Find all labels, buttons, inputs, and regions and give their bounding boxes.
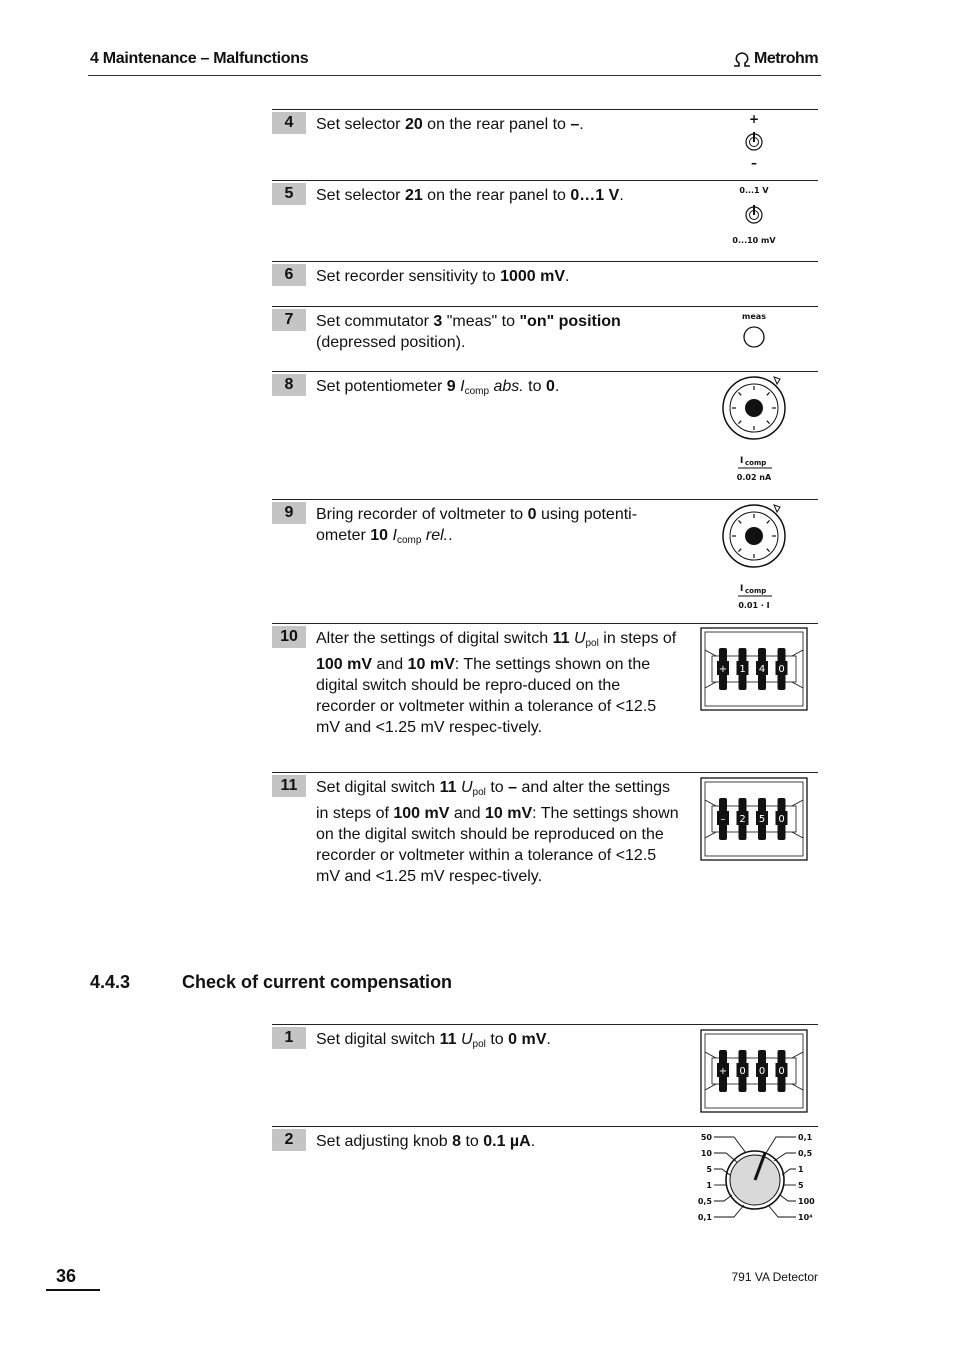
- bold-text: 100 mV: [393, 805, 450, 822]
- switch-digit: 0: [778, 664, 785, 675]
- step-text: Alter the settings of digital switch 11 $U_{pol}$ in steps of 100 mV and 10 mV: The settings shown on the digital switch should be repro-duced on the recorder or voltmeter within a tolerance of <12.5 mV and <1.25 mV respec-tively.: [316, 630, 677, 736]
- bold-text: –: [508, 779, 518, 796]
- bold-text: 3: [433, 313, 443, 330]
- range-top-label: 0...1 V: [739, 186, 769, 195]
- subscript-text: pol: [472, 1039, 486, 1050]
- step-text: Set digital switch 11 $U_{pol}$ to – and alter the settings in steps of 100 mV and 10 mV: The settings shown on the digital switch should be reproduced on the recorder or voltmeter within a tolerance of <12.5 mV and <1.25 mV respec-tively.: [316, 779, 679, 885]
- bold-text: 11: [439, 779, 457, 796]
- step-number: 2: [272, 1129, 306, 1151]
- knob-right-label: 10⁴: [798, 1213, 813, 1222]
- bold-text: 0.1 µA: [483, 1133, 531, 1150]
- switch-digit: 5: [758, 814, 766, 825]
- italic-text: I: [392, 527, 397, 544]
- plus-label: +: [748, 112, 760, 126]
- chapter-title: 4 Maintenance – Malfunctions: [90, 50, 309, 67]
- knob-left-label: 1: [706, 1181, 712, 1190]
- knob-right-label: 0,5: [798, 1149, 813, 1158]
- step-row: [272, 261, 818, 306]
- range-bottom-label: 0...10 mV: [732, 236, 776, 245]
- knob-right-label: 0,1: [798, 1133, 813, 1142]
- bold-text: 9: [446, 378, 456, 395]
- knob-left-label: 50: [700, 1133, 712, 1142]
- step-number: 1: [272, 1027, 306, 1049]
- bold-text: 10: [370, 527, 389, 544]
- knob-right-label: 100: [798, 1197, 815, 1206]
- switch-digit: 2: [739, 814, 746, 825]
- switch-digit: 4: [758, 664, 766, 675]
- step-row: [272, 772, 818, 913]
- bold-text: 0…1 V: [570, 187, 620, 204]
- bold-text: 10 mV: [485, 805, 533, 822]
- italic-text: U: [460, 1031, 473, 1048]
- switch-digit: 1: [739, 664, 746, 675]
- brand-logo: [732, 50, 818, 68]
- potentiometer-dial-icon: [720, 374, 788, 486]
- subscript-text: comp: [464, 386, 490, 397]
- meas-label: meas: [742, 312, 766, 321]
- dial-label-i: I: [740, 584, 744, 594]
- toggle-selector-icon: [734, 112, 774, 172]
- switch-digit: +: [718, 664, 728, 675]
- header-rule: [88, 75, 821, 76]
- step-text: Set commutator 3 "meas" to "on" position (depressed position).: [316, 313, 621, 351]
- dial-group: [723, 505, 785, 567]
- knob-right-label: 5: [798, 1181, 804, 1190]
- bold-text: –: [570, 116, 580, 133]
- range-selector-icon: [727, 183, 783, 249]
- step-row: [272, 1126, 818, 1237]
- omega-logo-icon: [732, 51, 752, 67]
- step-number: 6: [272, 264, 306, 286]
- step-row: [272, 109, 818, 180]
- bold-text: "on" position: [519, 313, 621, 330]
- digital-switch-icon: [700, 777, 808, 866]
- switch-digit: 0: [758, 1066, 766, 1077]
- subscript-text: pol: [585, 638, 599, 649]
- italic-text: U: [460, 779, 473, 796]
- step-row: [272, 623, 818, 772]
- bold-text: 10 mV: [407, 656, 455, 673]
- step-number: 10: [272, 626, 306, 648]
- step-number: 4: [272, 112, 306, 134]
- step-number: 7: [272, 309, 306, 331]
- bold-text: 11: [439, 1031, 457, 1048]
- step-text: Bring recorder of voltmeter to 0 using potenti-ometer 10 $I_{comp}$ rel..: [316, 506, 638, 546]
- commutator-button-icon: [734, 309, 774, 353]
- step-text: Set recorder sensitivity to 1000 mV.: [316, 268, 570, 285]
- dial-group: [723, 377, 785, 439]
- dial-label-i: I: [740, 456, 744, 466]
- step-row: [272, 371, 818, 499]
- step-row: [272, 306, 818, 371]
- bold-text: 100 mV: [316, 656, 373, 673]
- digital-switch-icon: [700, 1029, 808, 1118]
- brand-name: Metrohm: [754, 50, 819, 67]
- bold-text: 8: [452, 1133, 461, 1150]
- knob-left-label: 10: [700, 1149, 712, 1158]
- step-number: 11: [272, 775, 306, 797]
- switch-digit: +: [718, 1066, 728, 1077]
- step-row: [272, 180, 818, 261]
- dial-label-bottom: 0.02 nA: [736, 473, 772, 482]
- italic-text: rel.: [425, 527, 449, 544]
- step-number: 8: [272, 374, 306, 396]
- step-text: Set adjusting knob 8 to 0.1 µA.: [316, 1133, 536, 1150]
- step-number: 9: [272, 502, 306, 524]
- dial-label-bottom: 0.01 · I: [738, 601, 770, 610]
- italic-text: abs.: [493, 378, 524, 395]
- bold-text: 21: [404, 187, 423, 204]
- page-number: 36: [46, 1266, 100, 1291]
- italic-text: I: [460, 378, 465, 395]
- digital-switch-icon: [700, 627, 808, 716]
- section-heading: [90, 972, 452, 993]
- adjusting-knob-icon: [696, 1131, 818, 1227]
- bold-text: 11: [552, 630, 570, 647]
- knob-left-label: 0,5: [697, 1197, 712, 1206]
- document-name: 791 VA Detector: [731, 1270, 818, 1284]
- dial-label-sub: comp: [745, 587, 767, 595]
- subscript-text: pol: [472, 787, 486, 798]
- switch-digit: 0: [739, 1066, 746, 1077]
- subscript-text: comp: [396, 535, 422, 546]
- step-text: Set potentiometer 9 $I_{comp}$ abs. to 0.: [316, 378, 560, 397]
- step-row: [272, 499, 818, 623]
- bold-text: 0 mV: [508, 1031, 547, 1048]
- knob-left-label: 5: [706, 1165, 712, 1174]
- minus-label: –: [751, 156, 757, 170]
- dial-label-sub: comp: [745, 459, 767, 467]
- step-text: Set selector 21 on the rear panel to 0…1 V.: [316, 187, 624, 204]
- bold-text: 1000 mV: [500, 268, 566, 285]
- step-text: Set selector 20 on the rear panel to –.: [316, 116, 584, 133]
- section-number: 4.4.3: [90, 972, 131, 992]
- italic-text: U: [573, 630, 586, 647]
- potentiometer-dial-icon: [720, 502, 788, 614]
- bold-text: 20: [404, 116, 423, 133]
- switch-digit: –: [720, 814, 726, 825]
- step-row: [272, 1024, 818, 1126]
- bold-text: 0: [545, 378, 555, 395]
- step-text: Set digital switch 11 $U_{pol}$ to 0 mV.: [316, 1031, 551, 1050]
- knob-right-label: 1: [798, 1165, 804, 1174]
- section-title: Check of current compensation: [182, 972, 453, 992]
- step-number: 5: [272, 183, 306, 205]
- switch-digit: 0: [778, 1066, 785, 1077]
- knob-left-label: 0,1: [697, 1213, 712, 1222]
- switch-digit: 0: [778, 814, 785, 825]
- bold-text: 0: [527, 506, 537, 523]
